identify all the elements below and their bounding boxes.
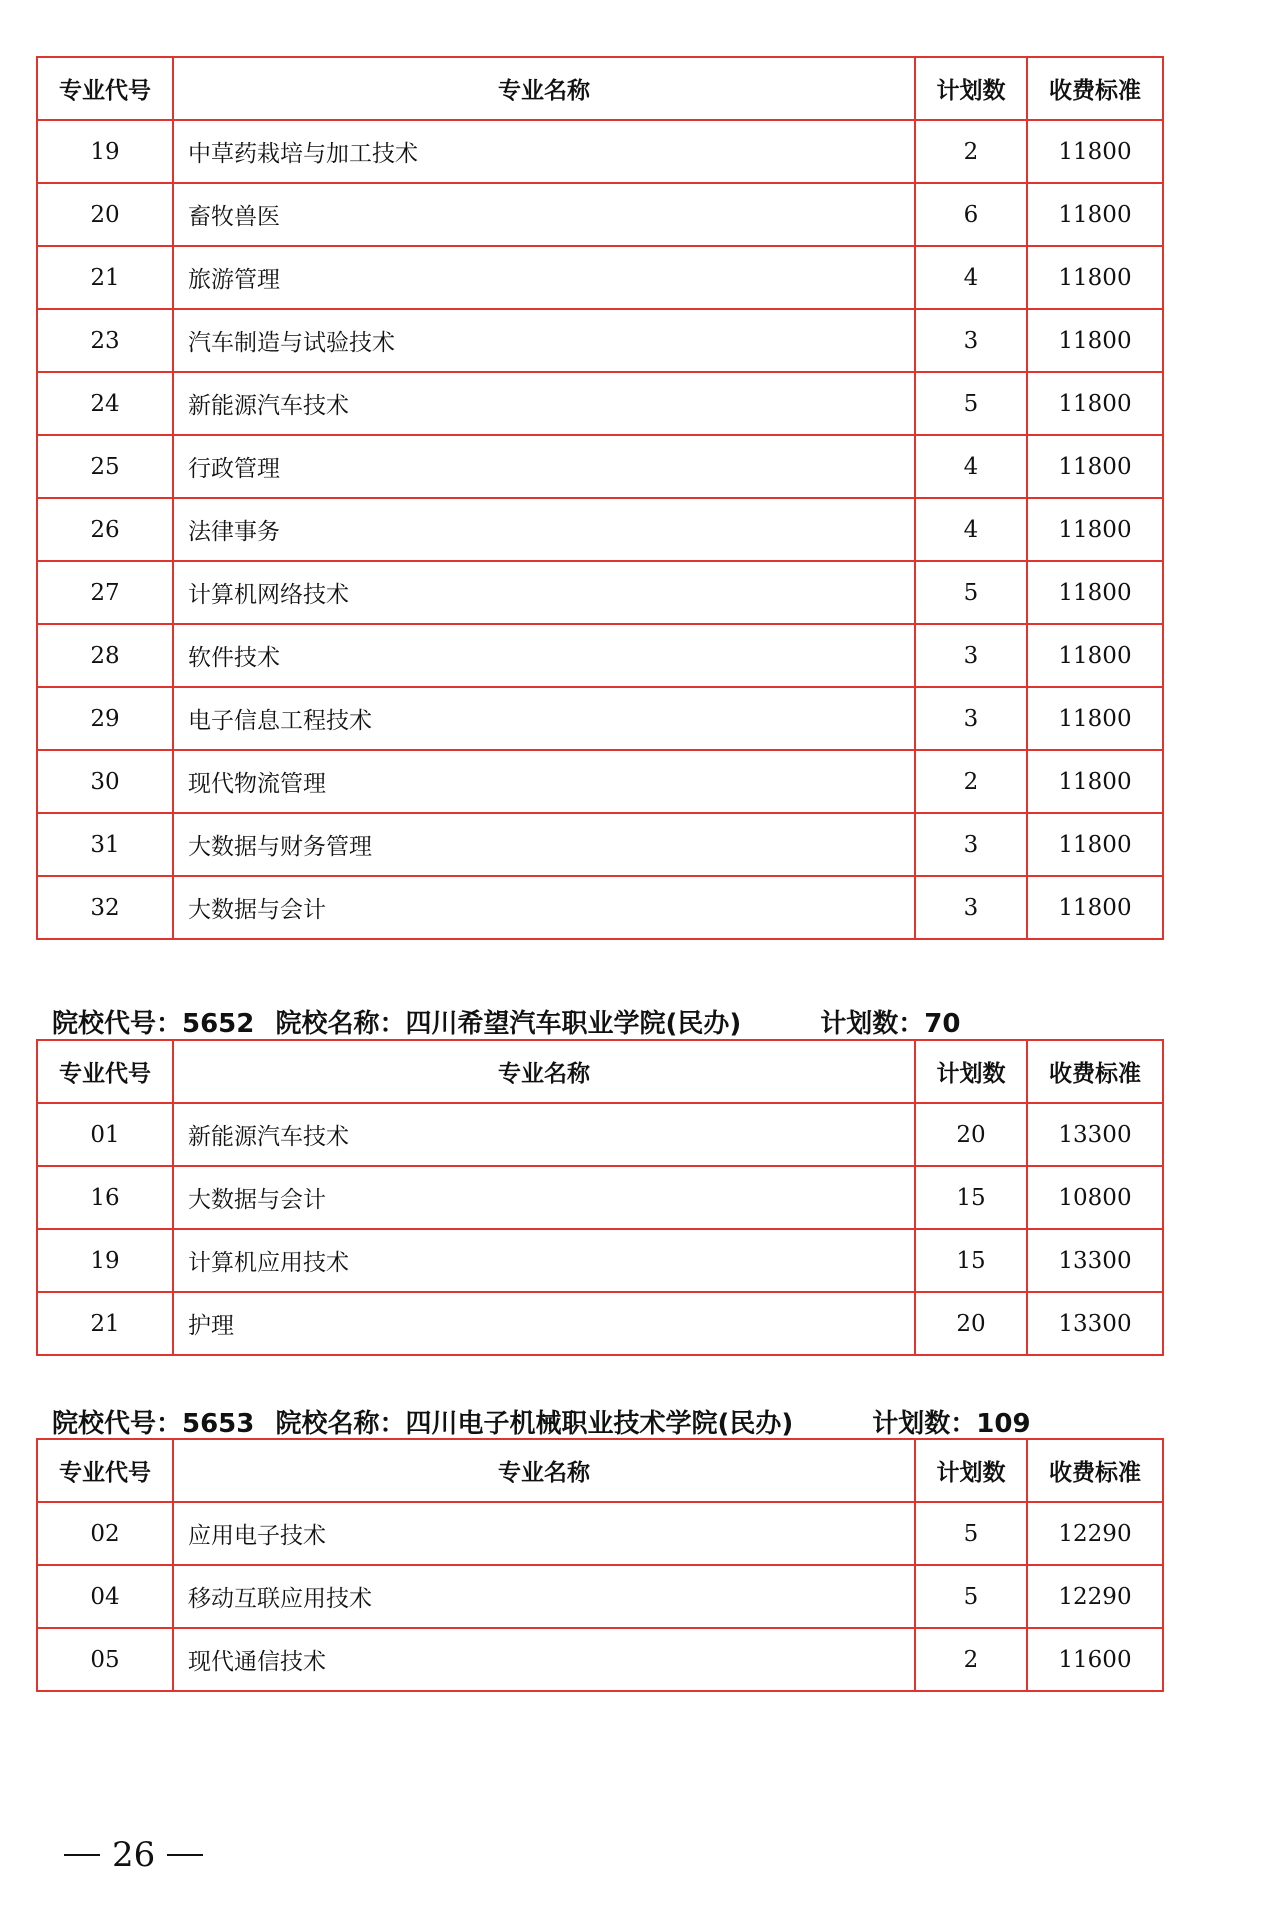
cell-fee: 13300 (1027, 1292, 1163, 1355)
table-row (37, 1103, 1163, 1166)
school-3-code: 院校代号：5653 (52, 1409, 255, 1439)
page-number (52, 1835, 215, 1875)
school-2-name: 院校名称：四川希望汽车职业学院(民办) (275, 1009, 742, 1039)
cell-code: 04 (37, 1565, 173, 1628)
cell-fee: 12290 (1027, 1502, 1163, 1565)
table-row (37, 561, 1163, 624)
header-name: 专业名称 (173, 57, 915, 120)
cell-plan: 3 (915, 624, 1027, 687)
school-2-code: 院校代号：5652 (52, 1009, 255, 1039)
cell-code: 05 (37, 1628, 173, 1691)
header-name: 专业名称 (173, 1439, 915, 1502)
header-code: 专业代号 (37, 57, 173, 120)
table-row (37, 876, 1163, 939)
cell-plan: 15 (915, 1229, 1027, 1292)
cell-fee: 11800 (1027, 750, 1163, 813)
table-3 (36, 1438, 1164, 1692)
table-header-row (37, 1439, 1163, 1502)
table-row (37, 1292, 1163, 1355)
header-fee: 收费标准 (1027, 57, 1163, 120)
header-code: 专业代号 (37, 1040, 173, 1103)
cell-name: 移动互联应用技术 (173, 1565, 915, 1628)
cell-name: 软件技术 (173, 624, 915, 687)
cell-code: 01 (37, 1103, 173, 1166)
cell-name: 旅游管理 (173, 246, 915, 309)
cell-plan: 4 (915, 498, 1027, 561)
school-3-heading (52, 1403, 1031, 1440)
header-fee: 收费标准 (1027, 1439, 1163, 1502)
cell-code: 32 (37, 876, 173, 939)
cell-fee: 11800 (1027, 624, 1163, 687)
cell-fee: 11800 (1027, 246, 1163, 309)
cell-fee: 13300 (1027, 1229, 1163, 1292)
table-row (37, 183, 1163, 246)
cell-fee: 11600 (1027, 1628, 1163, 1691)
cell-fee: 12290 (1027, 1565, 1163, 1628)
cell-code: 27 (37, 561, 173, 624)
cell-code: 24 (37, 372, 173, 435)
header-name: 专业名称 (173, 1040, 915, 1103)
table-row (37, 309, 1163, 372)
table-row (37, 1166, 1163, 1229)
cell-plan: 4 (915, 435, 1027, 498)
table-2 (36, 1039, 1164, 1356)
cell-plan: 3 (915, 813, 1027, 876)
table-row (37, 246, 1163, 309)
cell-name: 大数据与会计 (173, 876, 915, 939)
cell-plan: 3 (915, 876, 1027, 939)
cell-code: 23 (37, 309, 173, 372)
cell-fee: 11800 (1027, 309, 1163, 372)
cell-code: 29 (37, 687, 173, 750)
table-header-row (37, 1040, 1163, 1103)
cell-fee: 11800 (1027, 813, 1163, 876)
cell-plan: 2 (915, 120, 1027, 183)
school-2-plan: 计划数：70 (820, 1009, 961, 1039)
cell-plan: 3 (915, 687, 1027, 750)
cell-code: 28 (37, 624, 173, 687)
cell-plan: 20 (915, 1292, 1027, 1355)
school-2-heading (52, 1003, 960, 1040)
header-fee: 收费标准 (1027, 1040, 1163, 1103)
cell-code: 26 (37, 498, 173, 561)
cell-plan: 6 (915, 183, 1027, 246)
school-3-name: 院校名称：四川电子机械职业技术学院(民办) (275, 1409, 794, 1439)
cell-fee: 11800 (1027, 372, 1163, 435)
cell-name: 护理 (173, 1292, 915, 1355)
cell-name: 计算机应用技术 (173, 1229, 915, 1292)
table-row (37, 750, 1163, 813)
cell-plan: 2 (915, 1628, 1027, 1691)
header-plan: 计划数 (915, 1439, 1027, 1502)
cell-name: 电子信息工程技术 (173, 687, 915, 750)
cell-fee: 11800 (1027, 183, 1163, 246)
cell-code: 30 (37, 750, 173, 813)
cell-name: 新能源汽车技术 (173, 372, 915, 435)
table-row (37, 813, 1163, 876)
cell-plan: 5 (915, 1565, 1027, 1628)
cell-name: 现代物流管理 (173, 750, 915, 813)
cell-name: 行政管理 (173, 435, 915, 498)
table-header-row (37, 57, 1163, 120)
cell-fee: 13300 (1027, 1103, 1163, 1166)
table-1 (36, 56, 1164, 940)
cell-plan: 4 (915, 246, 1027, 309)
cell-fee: 11800 (1027, 561, 1163, 624)
cell-code: 20 (37, 183, 173, 246)
cell-code: 02 (37, 1502, 173, 1565)
cell-plan: 5 (915, 1502, 1027, 1565)
cell-name: 中草药栽培与加工技术 (173, 120, 915, 183)
cell-name: 法律事务 (173, 498, 915, 561)
cell-code: 19 (37, 1229, 173, 1292)
page-number-dash-left (64, 1854, 100, 1856)
table-row (37, 1628, 1163, 1691)
cell-plan: 5 (915, 372, 1027, 435)
cell-name: 计算机网络技术 (173, 561, 915, 624)
cell-plan: 2 (915, 750, 1027, 813)
table-row (37, 1229, 1163, 1292)
cell-code: 31 (37, 813, 173, 876)
table-row (37, 435, 1163, 498)
cell-fee: 11800 (1027, 435, 1163, 498)
cell-fee: 11800 (1027, 120, 1163, 183)
cell-code: 21 (37, 246, 173, 309)
cell-name: 大数据与财务管理 (173, 813, 915, 876)
cell-name: 大数据与会计 (173, 1166, 915, 1229)
cell-code: 21 (37, 1292, 173, 1355)
header-code: 专业代号 (37, 1439, 173, 1502)
cell-name: 新能源汽车技术 (173, 1103, 915, 1166)
school-3-plan: 计划数：109 (872, 1409, 1031, 1439)
cell-name: 畜牧兽医 (173, 183, 915, 246)
cell-plan: 5 (915, 561, 1027, 624)
cell-code: 25 (37, 435, 173, 498)
table-row (37, 624, 1163, 687)
page-number-dash-right (167, 1854, 203, 1856)
cell-fee: 11800 (1027, 498, 1163, 561)
cell-fee: 10800 (1027, 1166, 1163, 1229)
cell-code: 16 (37, 1166, 173, 1229)
table-row (37, 687, 1163, 750)
header-plan: 计划数 (915, 1040, 1027, 1103)
cell-name: 现代通信技术 (173, 1628, 915, 1691)
header-plan: 计划数 (915, 57, 1027, 120)
table-row (37, 1502, 1163, 1565)
table-row (37, 372, 1163, 435)
cell-name: 汽车制造与试验技术 (173, 309, 915, 372)
cell-fee: 11800 (1027, 687, 1163, 750)
cell-fee: 11800 (1027, 876, 1163, 939)
cell-plan: 3 (915, 309, 1027, 372)
cell-plan: 20 (915, 1103, 1027, 1166)
cell-code: 19 (37, 120, 173, 183)
page-number-value: 26 (112, 1835, 156, 1875)
table-row (37, 120, 1163, 183)
cell-name: 应用电子技术 (173, 1502, 915, 1565)
table-row (37, 498, 1163, 561)
table-row (37, 1565, 1163, 1628)
cell-plan: 15 (915, 1166, 1027, 1229)
